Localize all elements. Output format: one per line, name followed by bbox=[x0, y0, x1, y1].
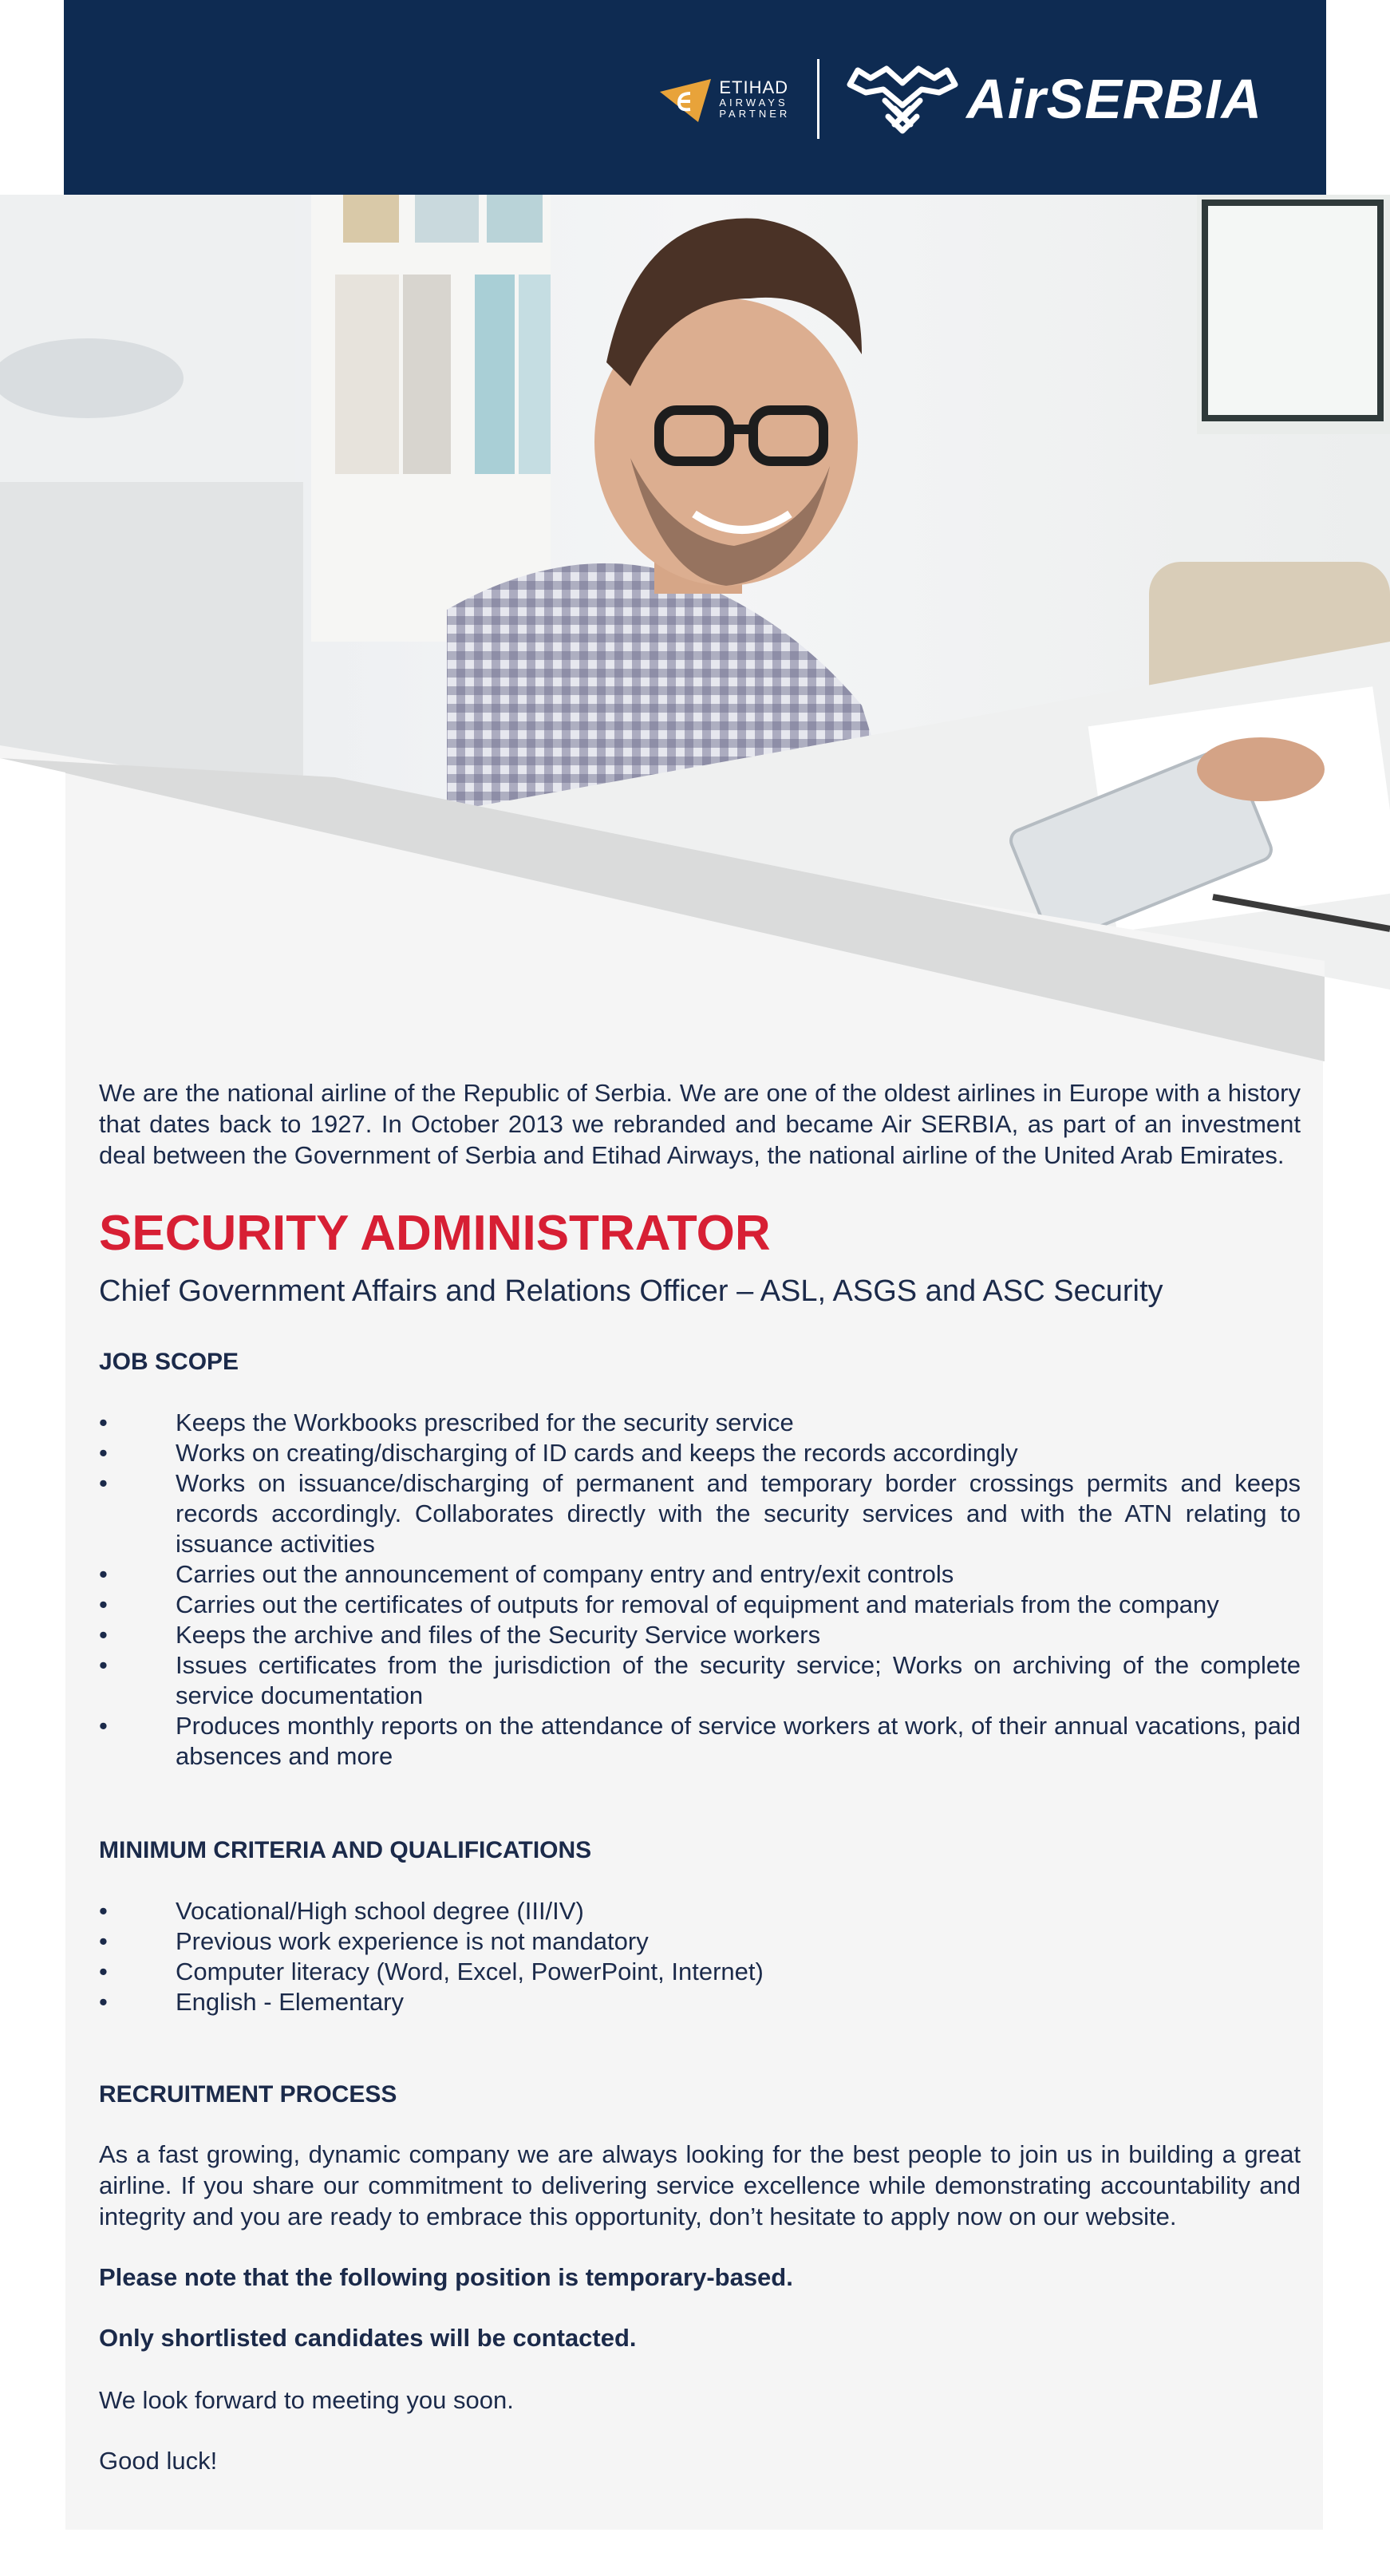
airserbia-logo bbox=[847, 61, 1262, 137]
job-scope-heading: JOB SCOPE bbox=[99, 1349, 239, 1375]
etihad-partner-logo bbox=[660, 76, 790, 122]
brand-row bbox=[660, 59, 1262, 139]
hero-photo bbox=[0, 195, 1390, 1061]
list-item: • Works on creating/discharging of ID cards and keeps the records accordingly bbox=[99, 1438, 1301, 1468]
criteria-heading: MINIMUM CRITERIA AND QUALIFICATIONS bbox=[99, 1837, 592, 1863]
etihad-emblem-icon bbox=[660, 76, 711, 122]
temporary-note: Please note that the following position is temporary-based. bbox=[99, 2263, 793, 2291]
job-subtitle: Chief Government Affairs and Relations Officer – ASL, ASGS and ASC Security bbox=[99, 1274, 1163, 1308]
header-banner bbox=[64, 0, 1326, 195]
double-eagle-icon bbox=[847, 61, 958, 137]
partner-line-3: PARTNER bbox=[719, 108, 791, 121]
partner-line-2: AIRWAYS bbox=[719, 96, 788, 109]
criteria-list bbox=[99, 1896, 1301, 2017]
logo-divider bbox=[817, 59, 819, 139]
etihad-wordmark bbox=[719, 78, 790, 121]
list-item: • Computer literacy (Word, Excel, PowerPoint, Internet) bbox=[99, 1957, 1301, 1987]
list-item: • Previous work experience is not mandatory bbox=[99, 1926, 1301, 1957]
list-item: • Works on issuance/discharging of permanent and temporary border crossings permits and keeps records accordingly. Collaborates directly with the security services and with the ATN relating to issuance activities bbox=[99, 1468, 1301, 1559]
list-item: • Keeps the archive and files of the Security Service workers bbox=[99, 1620, 1301, 1650]
closing-line: We look forward to meeting you soon. bbox=[99, 2386, 514, 2414]
list-item: • Vocational/High school degree (III/IV) bbox=[99, 1896, 1301, 1926]
partner-line-1: ETIHAD bbox=[719, 77, 789, 97]
list-item: • Produces monthly reports on the attendance of service workers at work, of their annual vacations, paid absences and more bbox=[99, 1711, 1301, 1772]
recruitment-heading: RECRUITMENT PROCESS bbox=[99, 2081, 397, 2108]
good-luck: Good luck! bbox=[99, 2447, 218, 2475]
list-item: • English - Elementary bbox=[99, 1987, 1301, 2017]
list-item: • Carries out the announcement of company entry and entry/exit controls bbox=[99, 1559, 1301, 1590]
job-scope-list bbox=[99, 1408, 1301, 1772]
list-item: • Carries out the certificates of outputs for removal of equipment and materials from the company bbox=[99, 1590, 1301, 1620]
company-intro: We are the national airline of the Republic of Serbia. We are one of the oldest airlines in Europe with a history that dates back to 1927. In October 2013 we rebranded and became Air SERBIA, as part of an investment deal between the Government of Serbia and Etihad Airways, the national airline of the United Arab Emirates. bbox=[99, 1079, 1301, 1169]
list-item: • Issues certificates from the jurisdiction of the security service; Works on archiving of the complete service documentation bbox=[99, 1650, 1301, 1711]
list-item: • Keeps the Workbooks prescribed for the security service bbox=[99, 1408, 1301, 1438]
shortlist-note: Only shortlisted candidates will be contacted. bbox=[99, 2324, 637, 2352]
recruitment-body: As a fast growing, dynamic company we are always looking for the best people to join us in building a great airline. If you share our commitment to delivering service excellence while demonstrating accountability and integrity and you are ready to embrace this opportunity, don’t hesitate to apply now on our website. bbox=[99, 2140, 1301, 2230]
job-title: SECURITY ADMINISTRATOR bbox=[99, 1206, 771, 1261]
brand-name: AirSERBIA bbox=[966, 68, 1262, 130]
